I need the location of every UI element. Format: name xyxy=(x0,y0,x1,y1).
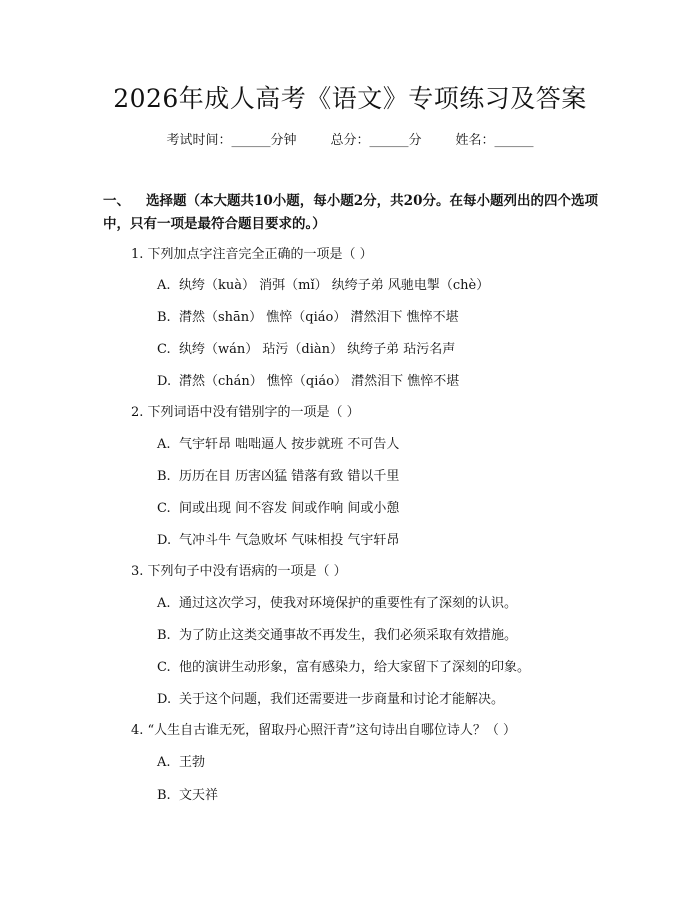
option-text: 间或出现 间不容发 间或作响 间或小憩 xyxy=(179,501,400,516)
option-letter: B. xyxy=(157,628,171,643)
option-text: 为了防止这类交通事故不再发生，我们必须采取有效措施。 xyxy=(179,628,518,643)
option-text: 他的演讲生动形象，富有感染力，给大家留下了深刻的印象。 xyxy=(179,660,531,675)
option-text: 气宇轩昂 咄咄逼人 按步就班 不可告人 xyxy=(179,437,400,452)
option-letter: A. xyxy=(157,278,171,293)
question-4-option-a xyxy=(157,753,205,773)
question-4-stem: 4. “人生自古谁无死，留取丹心照汗青”这句诗出自哪位诗人？（ ） xyxy=(131,723,516,738)
question-2-option-d xyxy=(157,531,399,551)
option-text: 潸然（shān） 憔悴（qiáo） 潸然泪下 憔悴不堪 xyxy=(179,310,459,325)
question-2-option-b xyxy=(157,467,399,487)
question-1-option-d xyxy=(157,372,459,392)
option-letter: B. xyxy=(157,310,171,325)
question-1-option-c xyxy=(157,340,455,360)
option-letter: B. xyxy=(157,788,171,803)
option-text: 关于这个问题，我们还需要进一步商量和讨论才能解决。 xyxy=(179,692,505,707)
question-1-stem: 1. 下列加点字注音完全正确的一项是（ ） xyxy=(131,247,373,262)
option-letter: D. xyxy=(157,374,172,389)
option-letter: C. xyxy=(157,342,171,357)
question-3-option-c xyxy=(157,658,530,678)
question-3-option-a xyxy=(157,594,517,614)
option-letter: D. xyxy=(157,533,172,548)
question-2-option-c xyxy=(157,499,399,519)
option-letter: A. xyxy=(157,437,171,452)
option-text: 历历在目 历害凶猛 错落有致 错以千里 xyxy=(179,469,400,484)
student-name-field: 姓名：______ xyxy=(455,133,534,148)
question-1-option-a xyxy=(157,276,489,296)
option-text: 气冲斗牛 气急败坏 气味相投 气宇轩昂 xyxy=(179,533,400,548)
section-heading xyxy=(103,190,603,236)
section-number: 一、 xyxy=(103,193,130,209)
option-letter: B. xyxy=(157,469,171,484)
exam-info-line xyxy=(0,131,700,151)
option-letter: C. xyxy=(157,660,171,675)
option-text: 潸然（chán） 憔悴（qiáo） 潸然泪下 憔悴不堪 xyxy=(179,374,460,389)
question-3-option-d xyxy=(157,690,504,710)
option-text: 通过这次学习，使我对环境保护的重要性有了深刻的认识。 xyxy=(179,596,518,611)
option-text: 王勃 xyxy=(179,755,206,770)
option-letter: A. xyxy=(157,596,171,611)
question-3-option-b xyxy=(157,626,517,646)
option-text: 纨绔（wán） 玷污（diàn） 纨绔子弟 玷污名声 xyxy=(179,342,456,357)
question-3-stem: 3. 下列句子中没有语病的一项是（ ） xyxy=(131,564,347,579)
option-letter: D. xyxy=(157,692,172,707)
page-title: 2026年成人高考《语文》专项练习及答案 xyxy=(113,84,587,113)
total-score-field: 总分：______分 xyxy=(330,133,422,148)
option-text: 纨绔（kuà） 消弭（mǐ） 纨绔子弟 风驰电掣（chè） xyxy=(179,278,490,293)
option-letter: C. xyxy=(157,501,171,516)
question-2-option-a xyxy=(157,435,399,455)
exam-time-field: 考试时间：______分钟 xyxy=(166,133,297,148)
option-letter: A. xyxy=(157,755,171,770)
question-2-stem: 2. 下列词语中没有错别字的一项是（ ） xyxy=(131,405,360,420)
question-1-option-b xyxy=(157,308,459,328)
section-instructions: 选择题（本大题共10小题，每小题2分，共20分。在每小题列出的四个选项中，只有一项是最符合题目要求的。） xyxy=(103,193,598,232)
question-4-option-b xyxy=(157,786,218,806)
option-text: 文天祥 xyxy=(179,788,219,803)
